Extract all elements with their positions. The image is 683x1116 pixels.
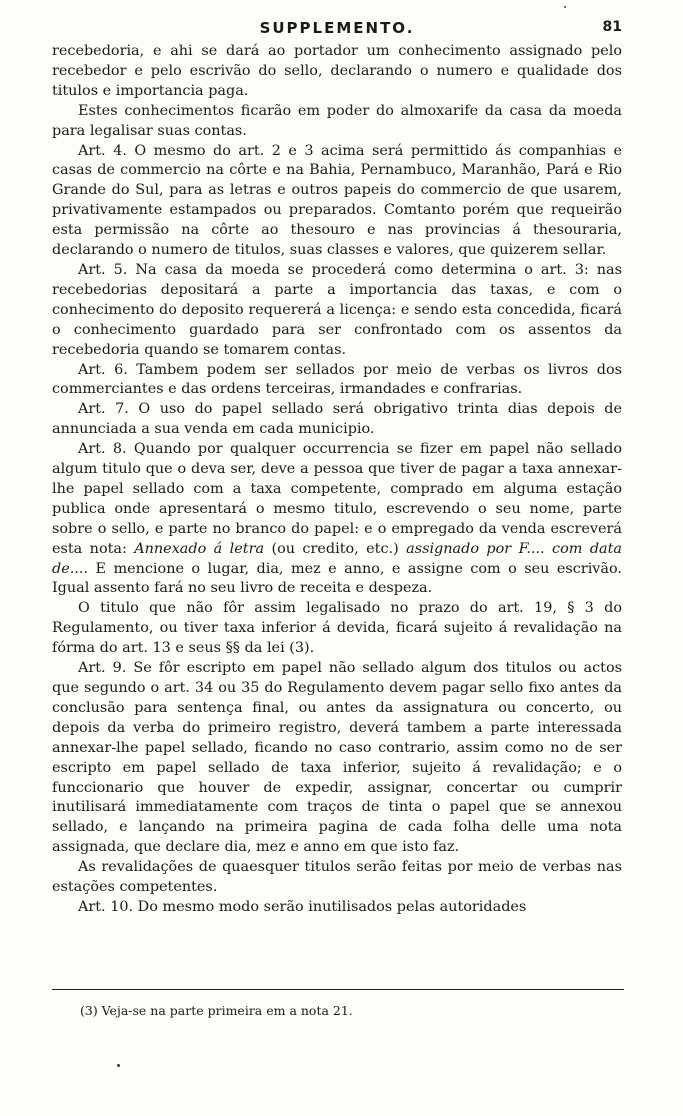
paragraph-art-6: Art. 6. Tambem podem ser sellados por meio de verbas os livros dos commerciantes e das ordens terceiras, irmandades e confrarias. [52,361,622,398]
running-title: SUPPLEMENTO. [259,19,415,37]
paragraph-art-10: Art. 10. Do mesmo modo serão inutilisados pelas autoridades [78,898,527,915]
paragraph-art-9: Art. 9. Se fôr escripto em papel não sellado algum dos titulos ou actos que segundo o art. 34 ou 35 do Regulamento devem pagar sello fixo antes da conclusão para sentença final, ou antes da assignatura ou concerto, ou depois da verba do primeiro registro, deverá tambem a parte interessada annexar-lhe papel sellado, ficando no caso contrario, assim como no de ser escripto em papel sellado de taxa inferior, sujeito á revalidação; e o funccionario que houver de expedir, assignar, concertar ou cumprir inutilisará immediatamente com traços de tinta o papel que se annexou sellado, e lançando na primeira pagina de cada folha delle uma nota assignada, que declare dia, mez e anno em que isto faz. [52,660,622,856]
annexado-note: Annexado á letra [134,540,265,557]
page-number: 81 [602,19,622,35]
book-page [52,16,622,918]
paragraph-titulo: O titulo que não fôr assim legalisado no prazo do art. 19, § 3 do Regulamento, ou tiver taxa inferior á devida, ficará sujeito á revalidação na fórma do art. 13 e seus §§ da lei (3). [52,600,622,657]
paragraph-art-8 [52,440,622,599]
credito-note: (ou credito, etc.) [271,540,399,557]
paragraph-revalidacoes: As revalidações de quaesquer titulos serão feitas por meio de verbas nas estações competentes. [52,859,622,896]
body-text [52,42,622,918]
assignado-note: assignado por F.... com data de.... [52,540,622,577]
art-8-text: Art. 8. Quando por qualquer occurrencia se fizer em papel não sellado algum titulo que o deva ser, deve a pessoa que tiver de pagar a taxa annexar-lhe papel sellado com a taxa competente, comprado em alguma estação publica onde apresentará o mesmo titulo, escrevendo o seu nome, parte sobre o sello, e parte no branco do papel: e o empregado da venda escreverá esta nota: [52,441,622,557]
paragraph-continuation: recebedoria, e ahi se dará ao portador um conhecimento assignado pelo recebedor e pelo escrivão do sello, declarando o numero e qualidade dos titulos e importancia paga. [52,43,622,99]
footnote-divider [52,989,624,990]
footnote: (3) Veja-se na parte primeira em a nota 21. [80,1003,353,1018]
paragraph-art-4: Art. 4. O mesmo do art. 2 e 3 acima será permittido ás companhias e casas de commercio na côrte e na Bahia, Pernambuco, Maranhão, Pará e Rio Grande do Sul, para as letras e outros papeis do commercio de que usarem, privativamente estampados ou preparados. Comtanto porém que requeirão esta permissão na côrte ao thesouro e nas provincias á thesouraria, declarando o numero de titulos, suas classes e valores, que quizerem sellar. [52,142,622,259]
ink-speck [564,6,566,8]
paragraph-conhecimentos: Estes conhecimentos ficarão em poder do almoxarife da casa da moeda para legalisar suas contas. [52,102,622,139]
paragraph-art-7: Art. 7. O uso do papel sellado será obrigativo trinta dias depois de annunciada a sua venda em cada municipio. [52,401,622,438]
paragraph-art-5: Art. 5. Na casa da moeda se procederá como determina o art. 3: nas recebedorias depositará a parte a importancia das taxas, e com o conhecimento do deposito requererá a licença: e sendo esta concedida, ficará o conhecimento guardado para ser confrontado com os assentos da recebedoria quando se tomarem contas. [52,261,622,358]
ink-speck [117,1064,120,1067]
art-8-conclusion: E mencione o lugar, dia, mez e anno, e assigne com o seu escrivão. Igual assento fará no seu livro de receita e despeza. [52,560,622,597]
page-header [52,16,622,40]
